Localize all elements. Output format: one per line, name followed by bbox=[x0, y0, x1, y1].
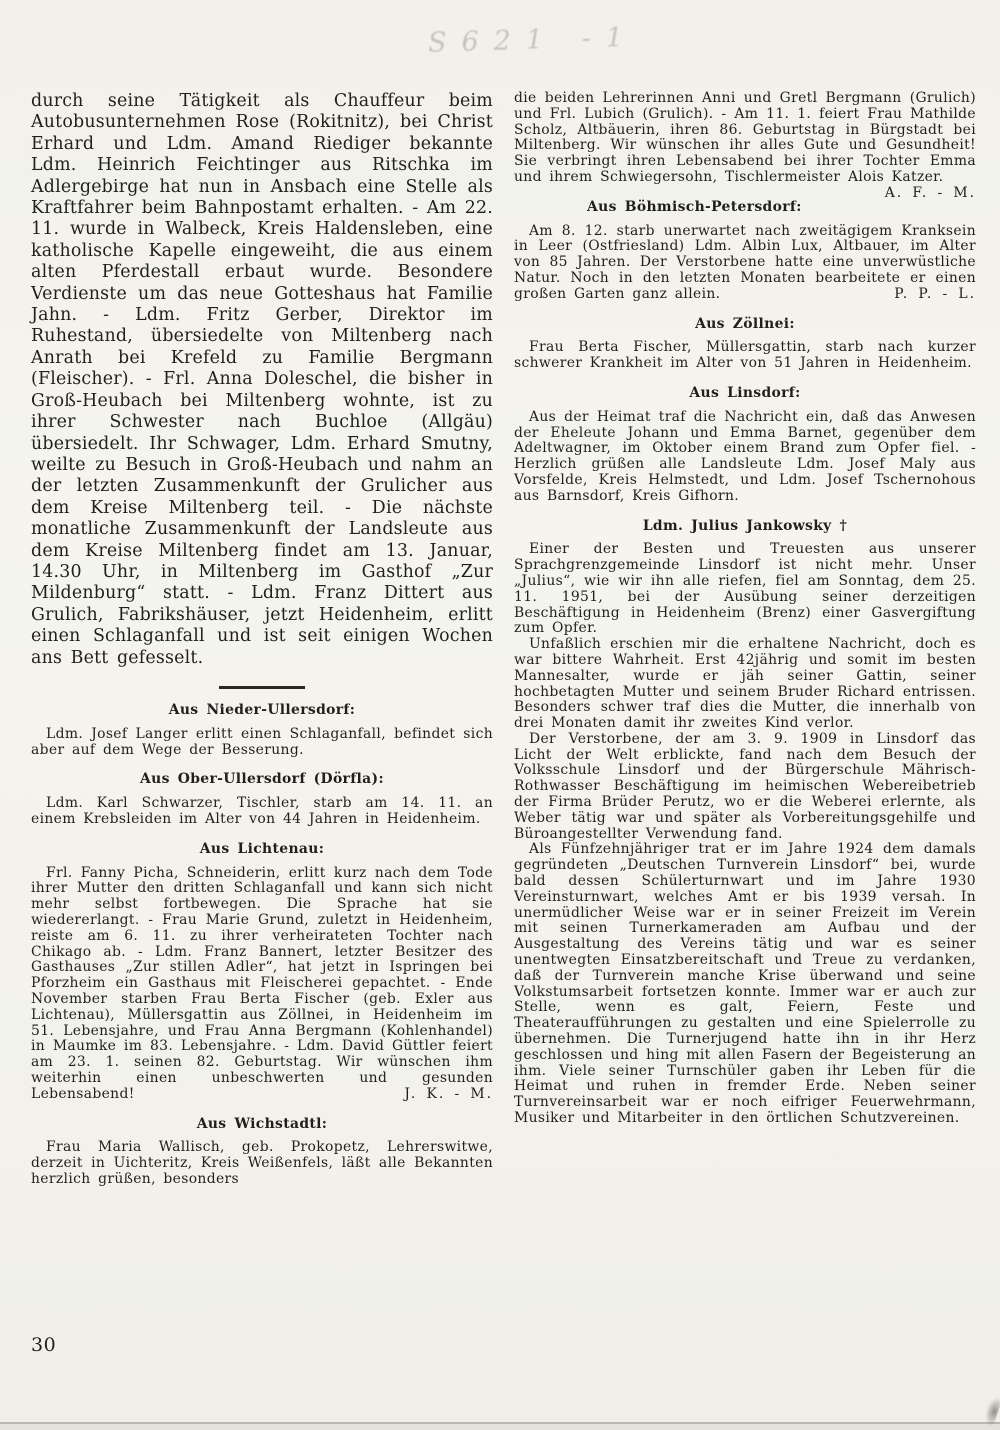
scan-bottom-shade bbox=[0, 1424, 1000, 1430]
section-heading-zoellnei: Aus Zöllnei: bbox=[695, 315, 795, 332]
paragraph: Frau Maria Wallisch, geb. Prokopetz, Lehrerswitwe, derzeit in Uichteritz, Kreis Weißenfels, läßt alle Bekannten herzlich grüßen, besonders bbox=[31, 1139, 493, 1187]
section-heading-nieder-ullersdorf: Aus Nieder-Ullersdorf: bbox=[168, 701, 356, 718]
paragraph-text: Am 8. 12. starb unerwartet nach zweitägigem Kranksein in Leer (Ostfriesland) Ldm. Albin Lux, Altbauer, im Alter von 85 Jahren. Der Verstorbene hatte eine unverwüstliche Natur. Noch in den letzten Monaten bearbeitete er einen großen Garten ganz allein. bbox=[514, 222, 976, 302]
intro-paragraph: durch seine Tätigkeit als Chauffeur beim Autobusunternehmen Rose (Rokitnitz), bei Christ Erhard und Ldm. Amand Riediger bekannte Ldm. Heinrich Feichtinger aus Ritschka im Adlergebirge hat nun in Ansbach eine Stelle als Kraftfahrer beim Bahnpostamt erhalten. - Am 22. 11. wurde in Walbeck, Kreis Haldensleben, eine katholische Kapelle eingeweiht, die aus einem alten Pferdestall erbaut wurde. Besondere Verdienste um das neue Gotteshaus hat Familie Jahn. - Ldm. Fritz Gerber, Direktor im Ruhestand, übersiedelte von Miltenberg nach Anrath bei Krefeld zu Familie Bergmann (Fleischer). - Frl. Anna Doleschel, die bisher in Groß-Heubach bei Miltenberg wohnte, ist zu ihrer Schwester nach Buchloe (Allgäu) übersiedelt. Ihr Schwager, Ldm. Erhard Smutny, weilte zu Besuch in Groß-Heubach und nahm an der letzten Zusammenkunft der Grulicher aus dem Kreise Miltenberg teil. - Die nächste monatliche Zusammenkunft der Landsleute aus dem Kreise Miltenberg findet am 13. Januar, 14.30 Uhr, in Miltenberg im Gasthof „Zur Mildenburg“ statt. - Ldm. Franz Dittert aus Grulich, Fabrikshäuser, jetzt Heidenheim, erlitt einen Schlaganfall und ist seit einigen Wochen ans Bett gefesselt. bbox=[31, 91, 494, 668]
handwritten-pencil-mark: S621 -1 bbox=[427, 22, 639, 59]
section-heading-ober-ullersdorf: Aus Ober-Ullersdorf (Dörfla): bbox=[140, 771, 384, 788]
obituary-paragraph: Der Verstorbene, der am 3. 9. 1909 in Linsdorf das Licht der Welt erblickte, fand nach dem Besuch der Volksschule Linsdorf und der Bürgerschule Mährisch-Rothwasser Beschäftigung im heimischen Webereibetrieb der Firma Brüder Perutz, wo er die Weberei erlernte, als Weber tätig war und später als Vorbereitungsgehilfe und Büroangestellter Verwendung fand. bbox=[514, 730, 976, 842]
section-heading-linsdorf: Aus Linsdorf: bbox=[689, 384, 801, 401]
section-heading-lichtenau: Aus Lichtenau: bbox=[199, 840, 325, 857]
paragraph-text: die beiden Lehrerinnen Anni und Gretl Bergmann (Grulich) und Frl. Lubich (Grulich). - Am 11. 1. feiert Frau Mathilde Scholz, Altbäuerin, ihren 86. Geburtstag in Bürgstadt bei Miltenberg. Wir wünschen ihr alles Gute und Gesundheit! Sie verbringt ihren Lebensabend bei ihrer Tochter Emma und ihrem Schwiegersohn, Tischlermeister Alois Katzer. bbox=[514, 90, 976, 185]
section-heading-boehmisch-petersdorf: Aus Böhmisch-Petersdorf: bbox=[587, 198, 802, 215]
paragraph: Aus der Heimat traf die Nachricht ein, daß das Anwesen der Eheleute Johann und Emma Barnet, gegenüber dem Adeltwagner, im Oktober einem Brand zum Opfer fiel. - Herzlich grüßen alle Landsleute Ldm. Josef Maly aus Vorsfelde, Kreis Helmstedt, und Ldm. Josef Tschernohous aus Barnsdorf, Kreis Gifhorn. bbox=[514, 408, 976, 504]
page-number: 30 bbox=[31, 1334, 57, 1356]
obituary-paragraph: Als Fünfzehnjähriger trat er im Jahre 1924 dem damals gegründeten „Deutschen Turnverein Linsdorf“ bei, wurde bald dessen Schülerturnwart und im Jahre 1930 Vereinsturnwart, welches Amt er bis 1939 versah. In unermüdlicher Weise war er in seiner Freizeit im Verein mit seinen Turnerkameraden am Aufbau und der Ausgestaltung des Vereins tätig und war es seiner unentwegten Einsatzbereitschaft und Treue zu verdanken, daß der Turnverein manche Krise überwand und seine Volkstumsarbeit fortsetzen konnte. Immer war er auch zur Stelle, wenn es galt, Feiern, Feste und Theateraufführungen zu gestalten und eine Spielerrolle zu übernehmen. Die Turnerjugend hatte ihn in ihr Herz geschlossen und hing mit allen Fasern der Begeisterung an ihm. Viele seiner Turnschüler gaben ihr Leben für die Heimat und ruhen in fremder Erde. Neben seiner Turnvereinsarbeit war er noch eifriger Feuerwehrmann, Musiker und Mitarbeiter in den örtlichen Schutzvereinen. bbox=[514, 841, 976, 1127]
paragraph: Frau Berta Fischer, Müllersgattin, starb nach kurzer schwerer Krankheit im Alter von 51 Jahren in Heidenheim. bbox=[514, 339, 976, 372]
right-column bbox=[514, 91, 976, 1127]
obituary-paragraph: Einer der Besten und Treuesten aus unserer Sprachgrenzgemeinde Linsdorf ist nicht mehr. Unser „Julius“, wie wir ihn alle riefen, fiel am Sonntag, dem 25. 11. 1951, bei der Ausübung seiner derzeitigen Beschäftigung in Heidenheim (Brenz) einer Gasvergiftung zum Opfer. bbox=[514, 541, 976, 637]
left-column bbox=[31, 91, 493, 1188]
paragraph: Ldm. Josef Langer erlitt einen Schlaganfall, befindet sich aber auf dem Wege der Besserung. bbox=[31, 725, 493, 758]
obituary-heading-julius-jankowsky: Ldm. Julius Jankowsky † bbox=[642, 517, 848, 534]
section-heading-wichstadtl: Aus Wichstadtl: bbox=[196, 1115, 328, 1132]
correspondent-initials: J. K. - M. bbox=[404, 1085, 493, 1102]
paragraph: Ldm. Karl Schwarzer, Tischler, starb am 14. 11. an einem Krebsleiden im Alter von 44 Jahren in Heidenheim. bbox=[31, 795, 493, 827]
paragraph bbox=[514, 224, 976, 303]
correspondent-initials: P. P. - L. bbox=[894, 285, 976, 302]
paragraph-text: Frl. Fanny Picha, Schneiderin, erlitt kurz nach dem Tode ihrer Mutter den dritten Schlaganfall und kann sich nicht mehr selbst fortbewegen. Die Sprache hat sie wiedererlangt. - Frau Marie Grund, zuletzt in Heidenheim, reiste am 6. 11. zu ihrer verheirateten Tochter nach Chikago ab. - Ldm. Franz Bannert, letzter Besitzer des Gasthauses „Zur stillen Adler“, hat jetzt in Ispringen bei Pforzheim ein Gasthaus mit Fleischerei gepachtet. - Ende November starben Frau Berta Fischer (geb. Exler aus Lichtenau), Müllersgattin aus Zöllnei, in Heidenheim im 51. Lebensjahre, und Frau Anna Bergmann (Kohlenhandel) in Maumke im 83. Lebensjahre. - Ldm. David Güttler feiert am 23. 1. seinen 82. Geburtstag. Wir wünschen ihm weiterhin einen unbeschwerten und gesunden Lebensabend! bbox=[31, 864, 493, 1102]
paragraph bbox=[31, 866, 493, 1103]
section-divider bbox=[219, 686, 305, 689]
obituary-paragraph: Unfaßlich erschien mir die erhaltene Nachricht, doch es war bittere Wahrheit. Erst 42jährig und somit im besten Mannesalter, wurde er jäh seiner Gattin, seiner hochbetagten Mutter und seinem Bruder Richard entrissen. Besonders schwer traf dies die Mutter, die innerhalb von drei Monaten damit ihr zweites Kind verlor. bbox=[514, 636, 976, 732]
intro-paragraph bbox=[514, 90, 976, 201]
correspondent-initials: A. F. - M. bbox=[884, 184, 976, 201]
